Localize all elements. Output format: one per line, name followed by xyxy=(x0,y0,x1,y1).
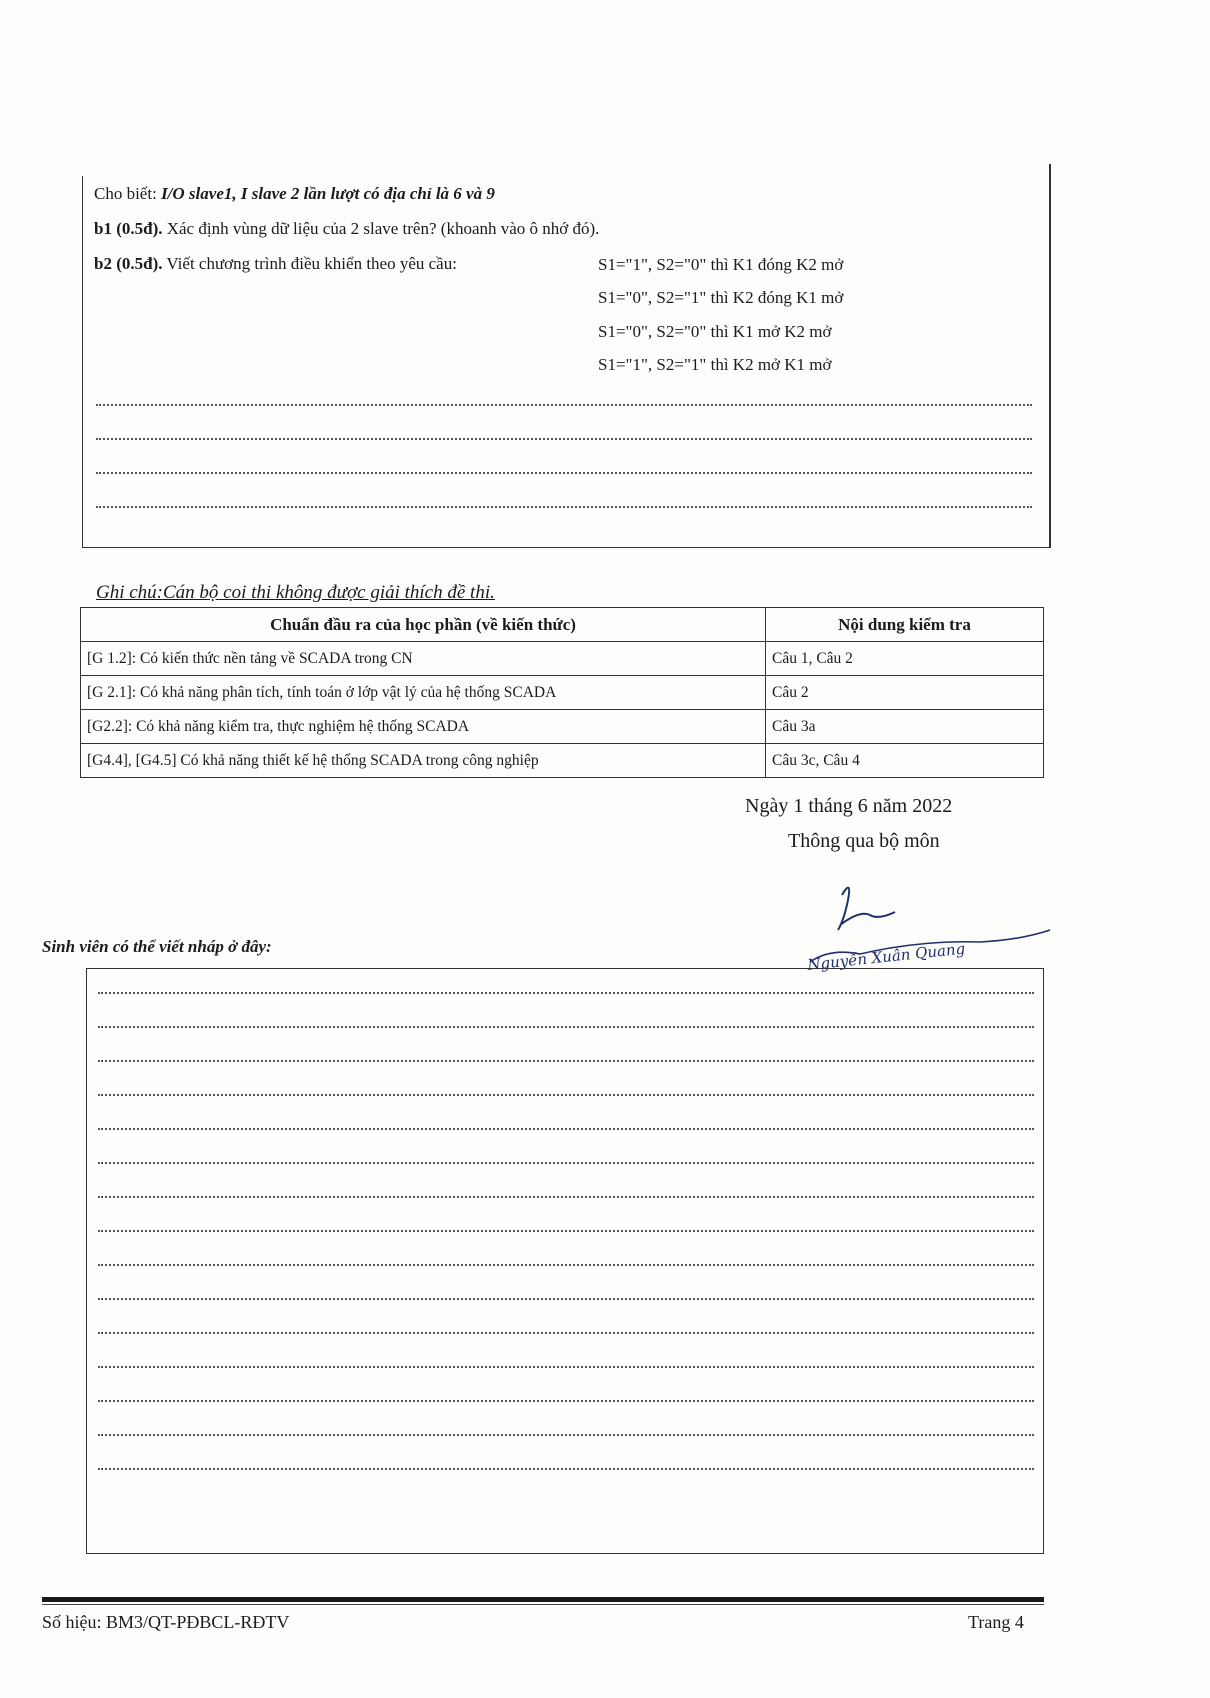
footer-rule xyxy=(42,1597,1044,1602)
draft-line[interactable] xyxy=(98,1298,1034,1300)
approval-date: Ngày 1 tháng 6 năm 2022 xyxy=(745,795,953,817)
answer-line[interactable] xyxy=(96,438,1032,440)
footer-rule-thin xyxy=(42,1604,1044,1605)
draft-line[interactable] xyxy=(98,1162,1034,1164)
content-cell: Câu 3a xyxy=(766,710,1044,744)
outcome-cell: [G2.2]: Có khả năng kiểm tra, thực nghiệm hệ thống SCADA xyxy=(81,710,766,744)
approval-label: Thông qua bộ môn xyxy=(788,830,940,852)
outcome-cell: [G 2.1]: Có khả năng phân tích, tính toán ở lớp vật lý của hệ thống SCADA xyxy=(81,676,766,710)
content-cell: Câu 1, Câu 2 xyxy=(766,642,1044,676)
draft-label: Sinh viên có thể viết nháp ở đây: xyxy=(42,937,272,956)
document-code: Số hiệu: BM3/QT-PĐBCL-RĐTV xyxy=(42,1612,290,1632)
answer-line[interactable] xyxy=(96,472,1032,474)
content-cell: Câu 2 xyxy=(766,676,1044,710)
b1-line: b1 (0.5đ). Xác định vùng dữ liệu của 2 slave trên? (khoanh vào ô nhớ đó). xyxy=(94,219,600,238)
given-line: Cho biết: I/O slave1, I slave 2 lần lượt có địa chỉ là 6 và 9 xyxy=(94,184,495,203)
header-outcomes: Chuẩn đầu ra của học phần (về kiến thức) xyxy=(81,608,766,642)
table-row xyxy=(81,676,1044,710)
outcomes-table xyxy=(80,607,1044,778)
draft-line[interactable] xyxy=(98,1332,1034,1334)
page-number: Trang 4 xyxy=(968,1612,1024,1632)
outcome-cell: [G4.4], [G4.5] Có khả năng thiết kế hệ thống SCADA trong công nghiệp xyxy=(81,744,766,778)
exam-note: Ghi chú:Cán bộ coi thi không được giải thích đề thi. xyxy=(96,582,495,603)
draft-line[interactable] xyxy=(98,1196,1034,1198)
draft-line[interactable] xyxy=(98,1060,1034,1062)
draft-box xyxy=(86,968,1044,1554)
condition-2: S1="0", S2="1" thì K2 đóng K1 mở xyxy=(598,288,844,307)
draft-line[interactable] xyxy=(98,1366,1034,1368)
condition-3: S1="0", S2="0" thì K1 mở K2 mở xyxy=(598,322,832,341)
content-cell: Câu 3c, Câu 4 xyxy=(766,744,1044,778)
condition-1: S1="1", S2="0" thì K1 đóng K2 mở xyxy=(598,255,844,274)
table-header-row xyxy=(81,608,1044,642)
draft-line[interactable] xyxy=(98,1468,1034,1470)
table-row xyxy=(81,710,1044,744)
draft-line[interactable] xyxy=(98,1094,1034,1096)
draft-line[interactable] xyxy=(98,1400,1034,1402)
draft-line[interactable] xyxy=(98,1264,1034,1266)
signature-image xyxy=(800,870,1060,980)
draft-line[interactable] xyxy=(98,992,1034,994)
outcome-cell: [G 1.2]: Có kiến thức nền tảng về SCADA trong CN xyxy=(81,642,766,676)
table-row xyxy=(81,744,1044,778)
header-content: Nội dung kiểm tra xyxy=(766,608,1044,642)
draft-line[interactable] xyxy=(98,1128,1034,1130)
answer-line[interactable] xyxy=(96,404,1032,406)
table-row xyxy=(81,642,1044,676)
draft-line[interactable] xyxy=(98,1230,1034,1232)
signature-text: Nguyễn Xuân Quang xyxy=(806,939,966,974)
b2-line: b2 (0.5đ). Viết chương trình điều khiển theo yêu cầu: xyxy=(94,254,457,273)
draft-line[interactable] xyxy=(98,1434,1034,1436)
answer-line[interactable] xyxy=(96,506,1032,508)
condition-4: S1="1", S2="1" thì K2 mở K1 mở xyxy=(598,355,832,374)
draft-line[interactable] xyxy=(98,1026,1034,1028)
